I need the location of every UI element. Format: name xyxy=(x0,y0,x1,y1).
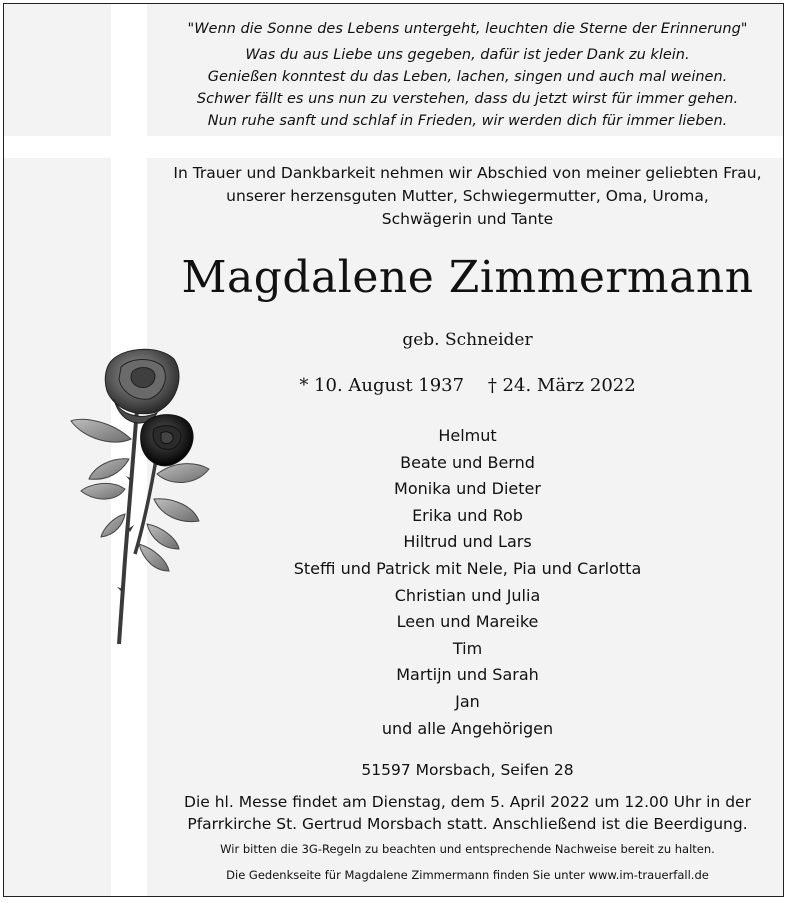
family-member: Monika und Dieter xyxy=(394,479,541,499)
memorial-page-note: Die Gedenkseite für Magdalene Zimmermann finden Sie unter www.im-trauerfall.de xyxy=(226,868,709,882)
family-member: Jan xyxy=(455,691,480,711)
memorial-poem xyxy=(154,18,781,132)
obituary-notice xyxy=(3,3,784,897)
family-member: Tim xyxy=(452,638,483,658)
family-list xyxy=(154,423,781,742)
deceased-name: Magdalene Zimmermann xyxy=(181,252,754,303)
address: 51597 Morsbach, Seifen 28 xyxy=(361,761,574,779)
intro-text xyxy=(154,162,781,231)
family-member: Leen und Mareike xyxy=(396,612,539,632)
poem-headline: "Wenn die Sonne des Lebens untergeht, leuchten die Sterne der Erinnerung" xyxy=(187,21,748,37)
covid-note: Wir bitten die 3G-Regeln zu beachten und entsprechende Nachweise bereit zu halten. xyxy=(220,842,715,856)
birth-date: * 10. August 1937 xyxy=(299,375,465,396)
poem-line: Schwer fällt es uns nun zu verstehen, dass du jetzt wirst für immer gehen. xyxy=(196,91,739,107)
family-member: Martijn und Sarah xyxy=(396,665,539,685)
family-member: Erika und Rob xyxy=(412,505,523,525)
family-member: Christian und Julia xyxy=(394,585,541,605)
family-member: und alle Angehörigen xyxy=(381,718,554,738)
mass-line: Die hl. Messe findet am Dienstag, dem 5. April 2022 um 12.00 Uhr in der xyxy=(184,793,751,811)
poem-line: Nun ruhe sanft und schlaf in Frieden, wir werden dich für immer lieben. xyxy=(207,113,728,129)
cross-horizontal-bar xyxy=(4,136,784,158)
family-member: Steffi und Patrick mit Nele, Pia und Carlotta xyxy=(293,558,642,578)
poem-line: Was du aus Liebe uns gegeben, dafür ist jeder Dank zu klein. xyxy=(245,47,690,63)
rose-icon xyxy=(59,339,229,659)
maiden-name: geb. Schneider xyxy=(402,330,533,350)
funeral-mass-info xyxy=(154,791,781,835)
poem-line: Genießen konntest du das Leben, lachen, singen und auch mal weinen. xyxy=(207,69,728,85)
intro-line: In Trauer und Dankbarkeit nehmen wir Abschied von meiner geliebten Frau, xyxy=(173,164,762,182)
family-member: Helmut xyxy=(438,426,497,445)
life-dates xyxy=(154,372,781,400)
intro-line: unserer herzensguten Mutter, Schwiegermutter, Oma, Uroma, xyxy=(226,187,709,205)
mass-line: Pfarrkirche St. Gertrud Morsbach statt. Anschließend ist die Beerdigung. xyxy=(187,815,748,833)
family-member: Beate und Bernd xyxy=(400,452,535,472)
death-date: † 24. März 2022 xyxy=(487,375,636,396)
family-member: Hiltrud und Lars xyxy=(403,532,532,552)
intro-line: Schwägerin und Tante xyxy=(381,210,554,228)
